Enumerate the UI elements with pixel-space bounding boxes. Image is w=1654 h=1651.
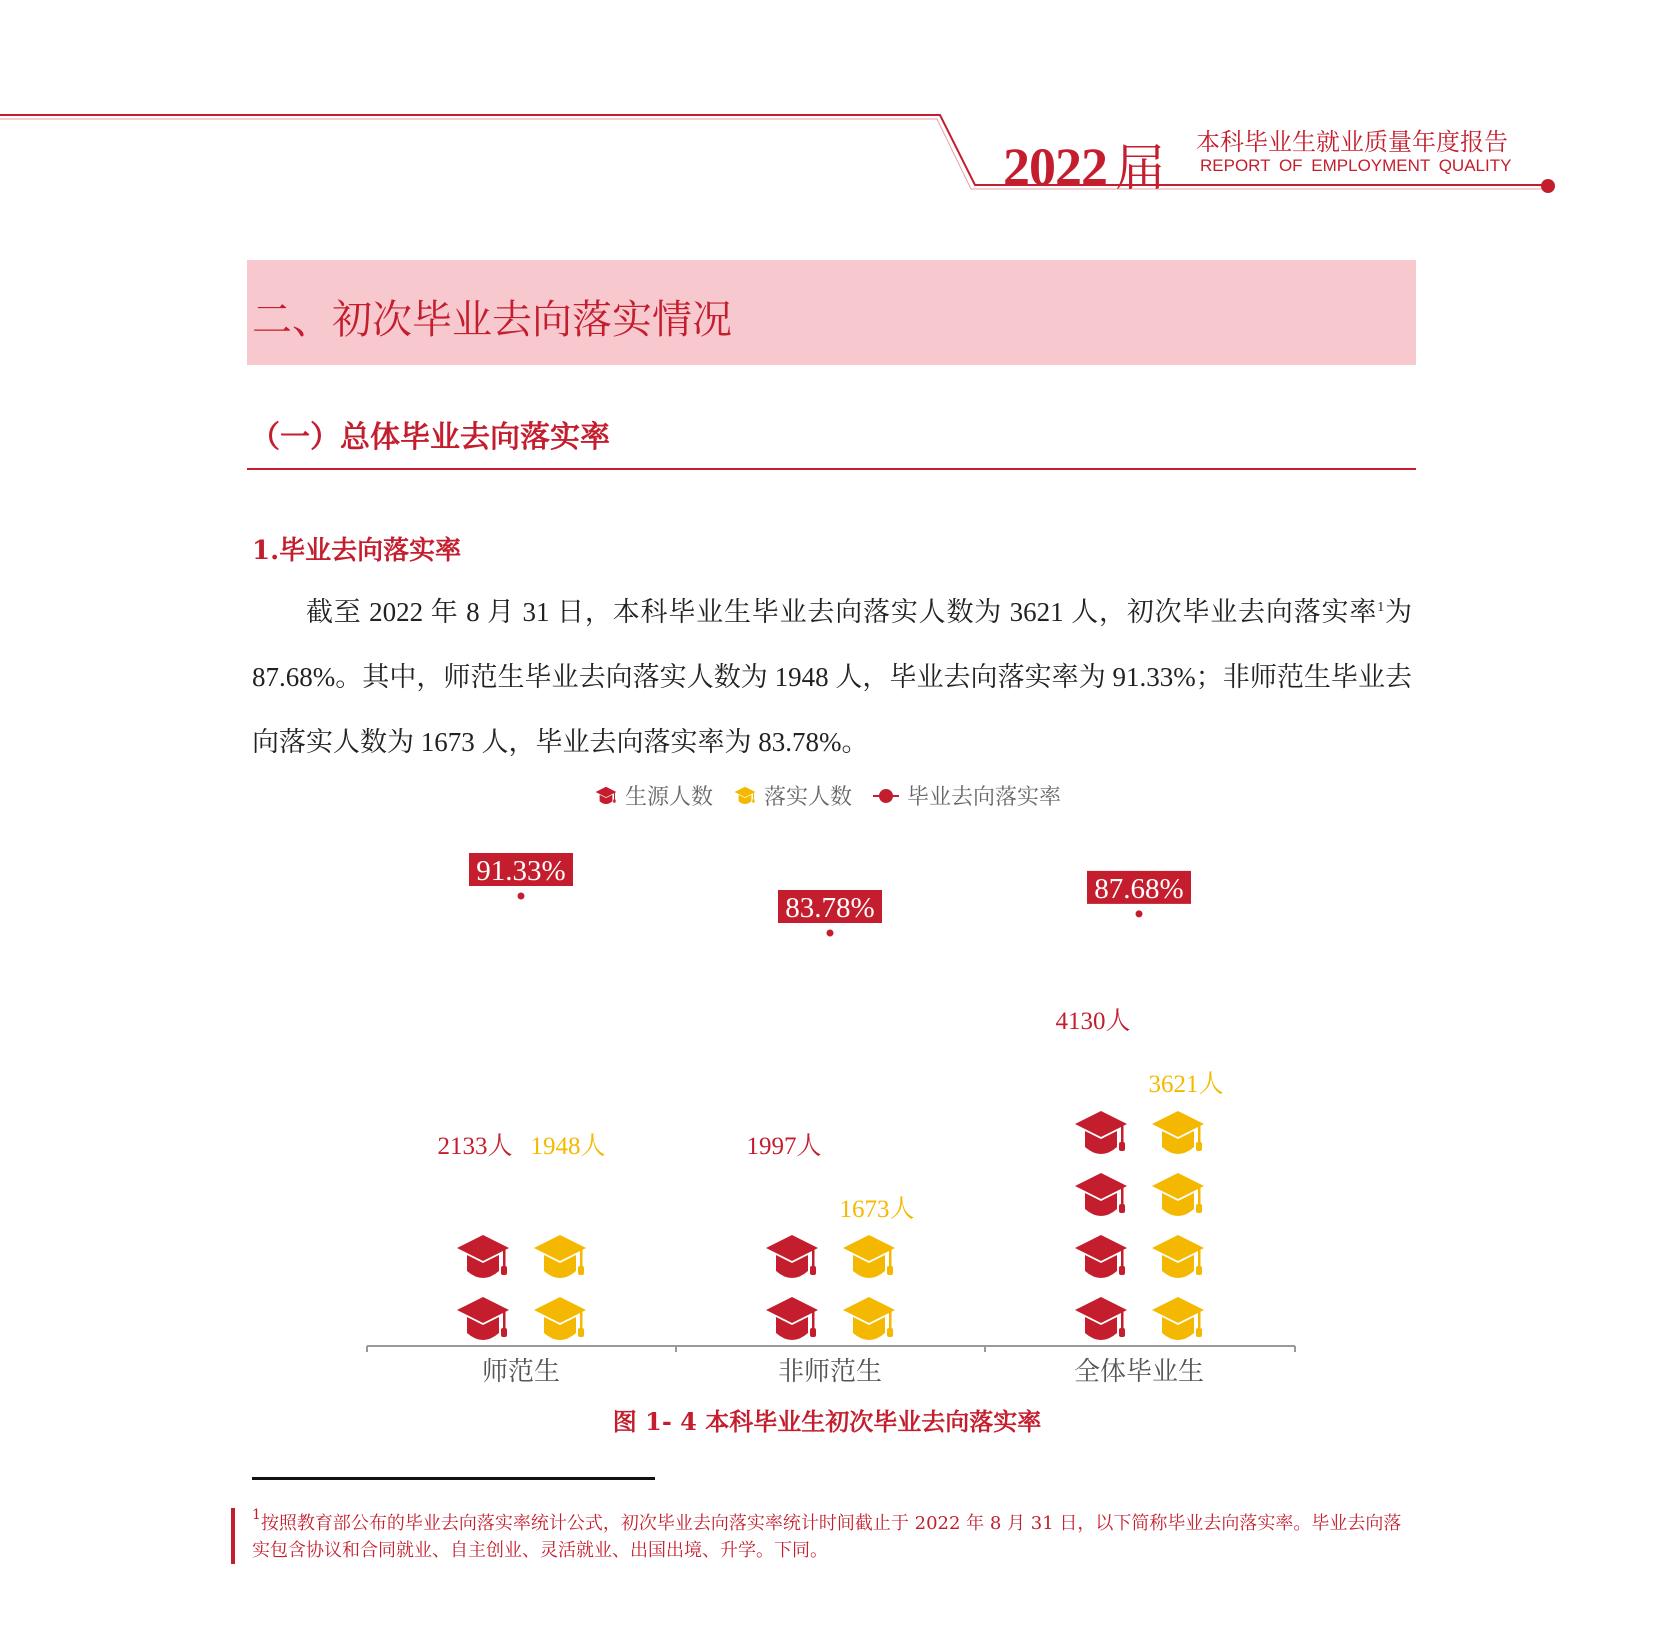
legend-label: 生源人数 <box>624 785 713 810</box>
report-title-cn: 本科毕业生就业质量年度报告 <box>1196 128 1508 156</box>
paragraph-part1: 截至 2022 年 8 月 31 日，本科毕业生毕业去向落实人数为 3621 人，初次毕业去向落实率 <box>306 597 1378 627</box>
value-label: 1673人 <box>839 1196 915 1223</box>
legend-label: 落实人数 <box>763 785 852 810</box>
grad-cap-yellow-icon <box>843 1297 895 1340</box>
grad-cap-red-icon <box>1075 1111 1127 1154</box>
grad-cap-yellow-icon <box>1152 1235 1204 1278</box>
footnote-mark: 1 <box>252 1507 261 1523</box>
value-label: 2133人 <box>437 1133 513 1160</box>
report-title-en: REPORT OF EMPLOYMENT QUALITY <box>1200 156 1512 175</box>
footnote-text: 按照教育部公布的毕业去向落实率统计公式，初次毕业去向落实率统计时间截止于 2022 年 8 月 31 日，以下简称毕业去向落实率。毕业去向落实包含协议和合同就业、自主创业、灵活就业、出国出境、升学。下同。 <box>252 1513 1402 1561</box>
paragraph-part2: 为 87.68%。其中，师范生毕业去向落实人数为 1948 人，毕业去向落实率为 91.33%；非师范生毕业去向落实人数为 1673 人，毕业去向落实率为 83.78%。 <box>252 597 1412 757</box>
grad-cap-red-icon <box>1075 1173 1127 1216</box>
grad-cap-red-icon <box>766 1297 818 1340</box>
value-label: 4130人 <box>1055 1008 1131 1035</box>
category-label: 全体毕业生 <box>1073 1357 1205 1387</box>
grad-cap-yellow-icon <box>1152 1297 1204 1340</box>
rate-point <box>518 893 525 900</box>
value-label: 1948人 <box>530 1133 606 1160</box>
grad-cap-yellow-icon <box>534 1235 586 1278</box>
grad-cap-red-icon <box>457 1235 509 1278</box>
grad-cap-red-icon <box>1075 1297 1127 1340</box>
legend-label: 毕业去向落实率 <box>907 785 1062 810</box>
grad-cap-yellow-icon <box>534 1297 586 1340</box>
rate-point <box>1136 910 1143 917</box>
rate-label: 87.68% <box>1094 872 1184 905</box>
value-label: 1997人 <box>746 1133 822 1160</box>
category-label: 非师范生 <box>777 1357 883 1387</box>
footnote-ref[interactable]: 1 <box>1377 600 1385 615</box>
year-text: 2022 <box>1003 137 1107 197</box>
value-label: 3621人 <box>1148 1071 1224 1098</box>
figure-caption: 图 1- 4 本科毕业生初次毕业去向落实率 <box>612 1407 1042 1436</box>
section-title: 二、初次毕业去向落实情况 <box>252 297 732 343</box>
grad-cap-red-icon <box>457 1297 509 1340</box>
grad-cap-yellow-icon <box>843 1235 895 1278</box>
footnote <box>252 1507 1412 1564</box>
rate-label: 91.33% <box>476 855 566 887</box>
heading-3: 1.毕业去向落实率 <box>252 536 462 566</box>
category-label: 师范生 <box>481 1357 561 1387</box>
grad-cap-yellow-icon <box>1152 1173 1204 1216</box>
grad-cap-red-icon <box>1075 1235 1127 1278</box>
grad-cap-yellow-icon <box>1152 1111 1204 1154</box>
footnote-separator <box>252 1477 655 1480</box>
jie-text: 届 <box>1115 140 1164 196</box>
rate-point <box>827 929 834 936</box>
subsection-title: （一）总体毕业去向落实率 <box>250 420 610 455</box>
rate-label: 83.78% <box>785 891 875 924</box>
grad-cap-red-icon <box>766 1235 818 1278</box>
footnote-accent-bar <box>231 1508 235 1564</box>
